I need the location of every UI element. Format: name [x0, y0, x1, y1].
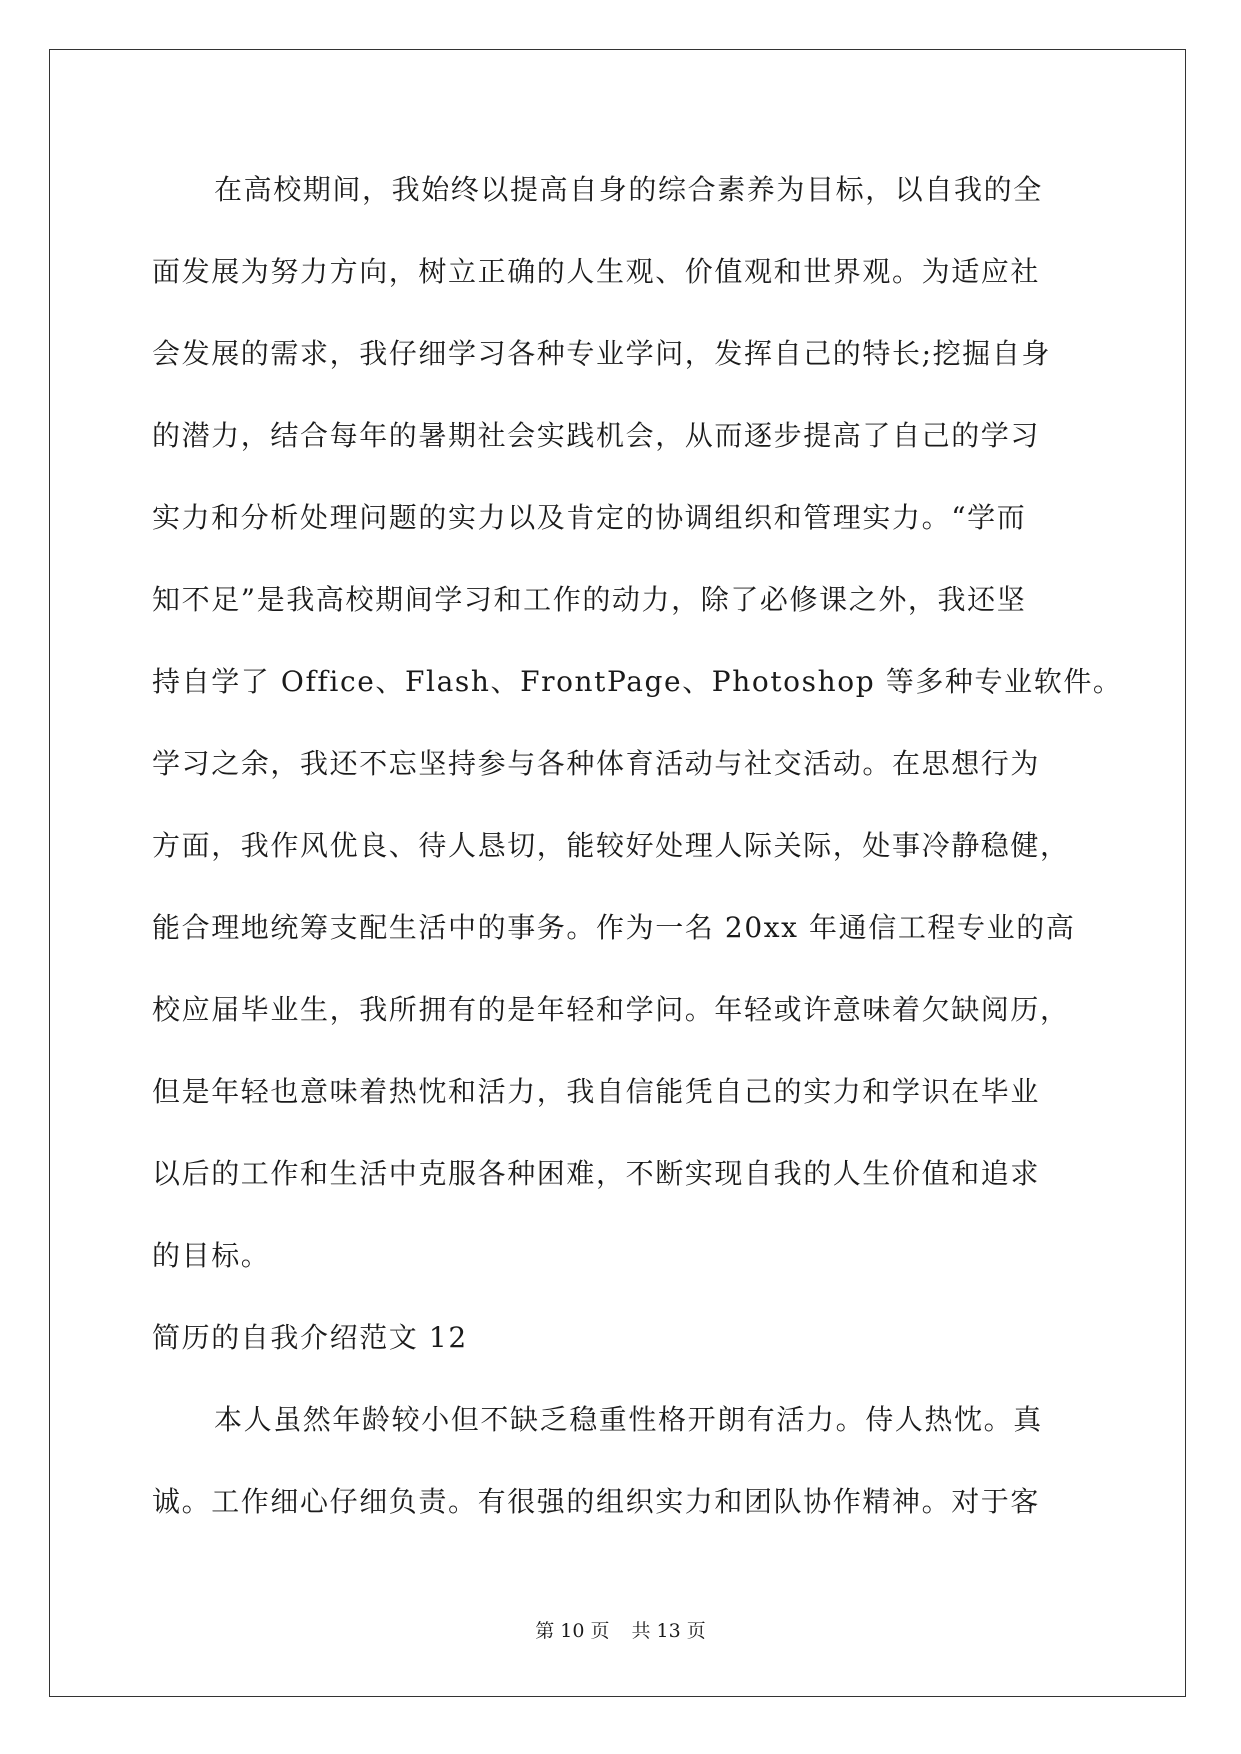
paragraph-line: 校应届毕业生，我所拥有的是年轻和学问。年轻或许意味着欠缺阅历， [152, 993, 1070, 1026]
paragraph-line: 但是年轻也意味着热忱和活力，我自信能凭自己的实力和学识在毕业 [152, 1075, 1041, 1108]
paragraph-line: 知不足”是我高校期间学习和工作的动力，除了必修课之外，我还坚 [152, 583, 1027, 616]
paragraph-line: 会发展的需求，我仔细学习各种专业学问，发挥自己的特长;挖掘自身 [152, 337, 1052, 370]
paragraph-line: 能合理地统筹支配生活中的事务。作为一名 20xx 年通信工程专业的高 [152, 911, 1076, 944]
paragraph-line: 的潜力，结合每年的暑期社会实践机会，从而逐步提高了自己的学习 [152, 419, 1041, 452]
paragraph-line: 诚。工作细心仔细负责。有很强的组织实力和团队协作精神。对于客 [152, 1485, 1041, 1518]
paragraph-line: 持自学了 Office、Flash、FrontPage、Photoshop 等多种专业软件。 [152, 665, 1123, 698]
paragraph-line: 本人虽然年龄较小但不缺乏稳重性格开朗有活力。侍人热忱。真 [214, 1403, 1043, 1436]
section-heading: 简历的自我介绍范文 12 [152, 1321, 468, 1354]
paragraph-line: 以后的工作和生活中克服各种困难，不断实现自我的人生价值和追求 [152, 1157, 1041, 1190]
paragraph-line: 方面，我作风优良、待人恳切，能较好处理人际关际，处事冷静稳健， [152, 829, 1070, 862]
page-footer [0, 1619, 1241, 1643]
paragraph-line: 在高校期间，我始终以提高自身的综合素养为目标，以自我的全 [214, 173, 1043, 206]
page-total: 共 13 页 [631, 1620, 706, 1642]
paragraph-line: 学习之余，我还不忘坚持参与各种体育活动与社交活动。在思想行为 [152, 747, 1041, 780]
page-number: 第 10 页 [535, 1620, 610, 1642]
paragraph-line: 实力和分析处理问题的实力以及肯定的协调组织和管理实力。“学而 [152, 501, 1027, 534]
paragraph-line: 的目标。 [152, 1239, 271, 1272]
page-border [49, 49, 1186, 1697]
paragraph-line: 面发展为努力方向，树立正确的人生观、价值观和世界观。为适应社 [152, 255, 1041, 288]
